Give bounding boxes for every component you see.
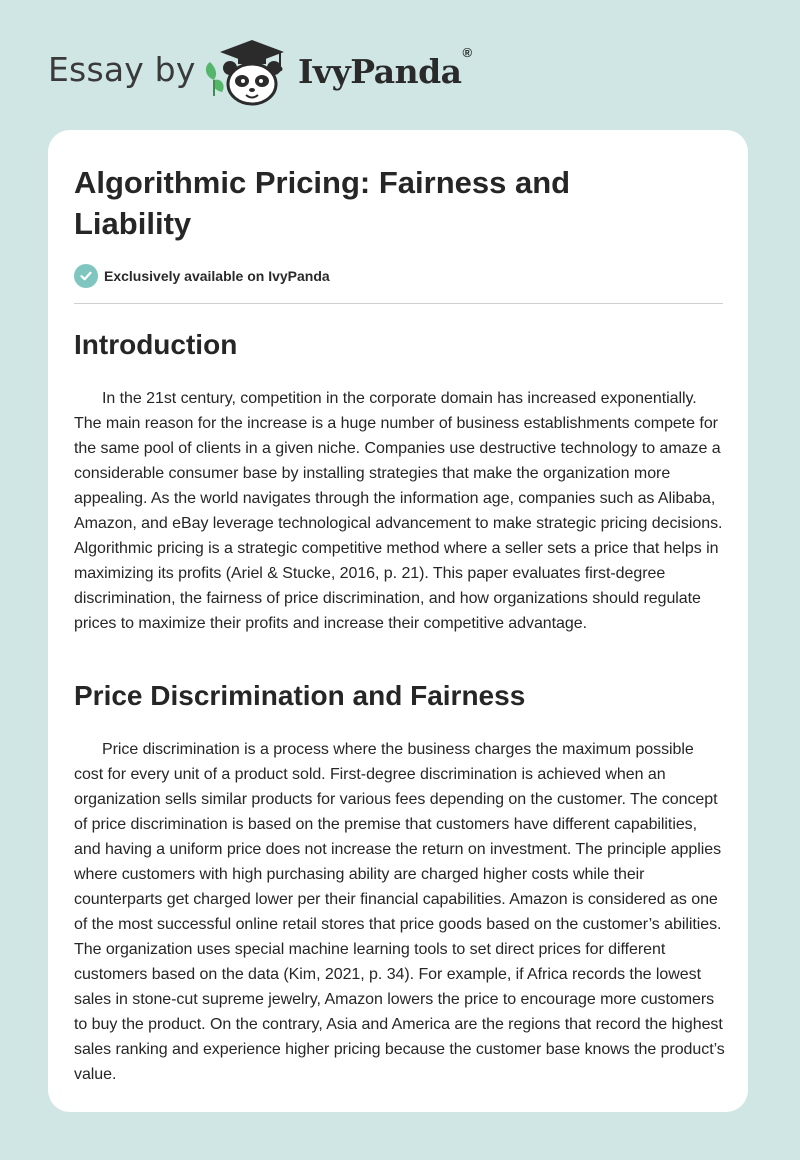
panda-logo-icon[interactable] — [200, 36, 294, 108]
site-header — [0, 0, 800, 130]
article-title: Algorithmic Pricing: Fairness and Liability — [74, 165, 571, 241]
section-paragraph-introduction: In the 21st century, competition in the corporate domain has increased exponentially. The main reason for the increase is a huge number of business establishments compete for the same pool of clients in a given niche. Companies use destructive technology to amaze a considerable consumer base by installing strategies that make the organization more appealing. As the world navigates through the information age, companies such as Alibaba, Amazon, and eBay leverage technological advancement to make strategic pricing decisions. Algorithmic pricing is a strategic competitive method where a seller sets a price that helps in maximizing its profits (Ariel & Stucke, 2016, p. 21). This paper evaluates first-degree discrimination, the fairness of price discrimination, and how organizations should regulate prices to maximize their profits and increase their competitive advantage. — [74, 390, 723, 632]
brand-name: IvyPanda — [298, 52, 462, 91]
section-heading-introduction: Introduction — [74, 329, 238, 360]
section-paragraph-price-discrimination: Price discrimination is a process where the business charges the maximum possible cost for every unit of a product sold. First-degree discrimination is achieved when an organization sells similar products for various fees depending on the customer. The concept of price discrimination is based on the premise that customers have different capabilities, and having a uniform price does not increase the return on investment. The principle applies where customers with high purchasing ability are charged higher costs while their counterparts get charged lower per their financial capabilities. Amazon is considered as one of the most successful online retail stores that price goods based on the customer’s abilities. The organization uses special machine learning tools to set direct prices for different customers based on the data (Kim, 2021, p. 34). For example, if Africa records the lowest sales in stone-cut supreme jewelry, Amazon lowers the price to encourage more customers to buy the product. On the contrary, Asia and America are the regions that record the highest sales ranking and experience higher pricing because the customer base knows the product’s value. — [74, 741, 725, 1083]
section-heading-price-discrimination: Price Discrimination and Fairness — [74, 680, 526, 711]
registered-mark: ® — [462, 45, 472, 60]
exclusive-badge — [74, 264, 330, 288]
exclusive-label: Exclusively available on IvyPanda — [104, 268, 330, 284]
brand-logo-text[interactable] — [298, 45, 472, 91]
article-card — [48, 130, 748, 1112]
divider — [74, 303, 723, 304]
check-badge-icon — [74, 264, 98, 288]
essay-by-label: Essay by — [48, 50, 196, 89]
